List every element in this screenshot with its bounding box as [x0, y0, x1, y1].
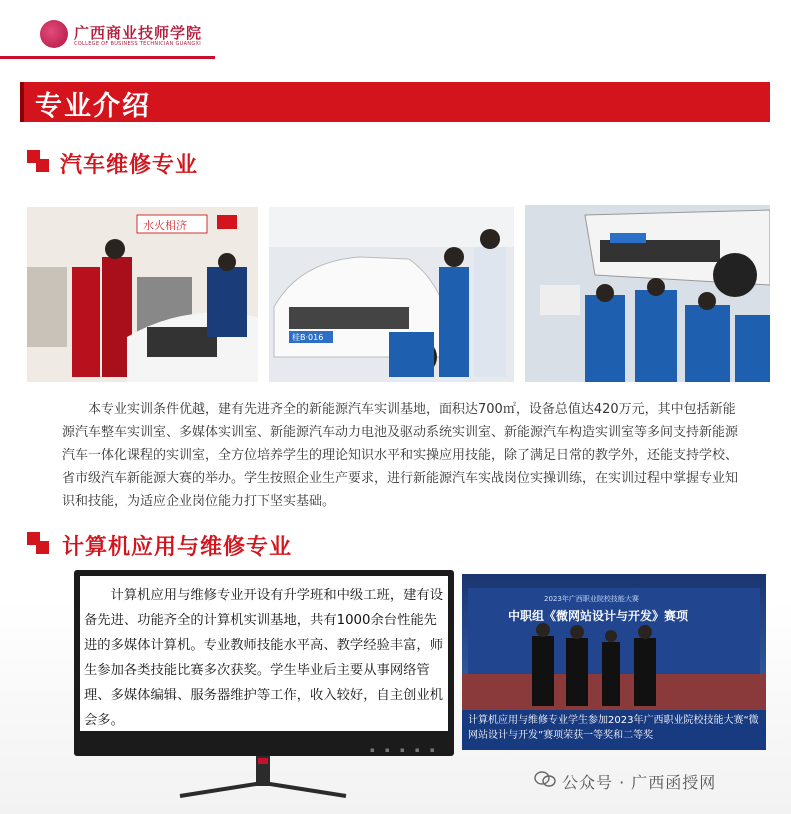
school-name-en: COLLEGE OF BUSINESS TECHNICIAN GUANGXI: [74, 41, 202, 47]
auto-section-title: 汽车维修专业: [60, 153, 199, 178]
classroom-slogan: 水火相济: [143, 219, 187, 232]
auto-repair-classroom-photo: [27, 207, 258, 382]
car-plate-text: 桂B·016: [292, 333, 324, 342]
monitor-stand-base: [176, 780, 350, 798]
section-square-icon: [27, 532, 49, 554]
competition-banner-main: 中职组《微网站设计与开发》赛项: [508, 609, 689, 623]
auto-repair-white-car-photo: [269, 207, 514, 382]
auto-repair-lift-photo: [525, 205, 770, 382]
school-logo-icon: [40, 20, 68, 48]
watermark-text: 公众号 · 广西函授网: [562, 773, 717, 792]
banner-title: 专业介绍: [35, 91, 151, 122]
competition-banner-top: 2023年广西职业院校技能大赛: [544, 595, 639, 603]
auto-section-paragraph: 本专业实训条件优越，建有先进齐全的新能源汽车实训基地，面积达700㎡，设备总值达420万元，其中包括新能源汽车整车实训室、多媒体实训室、新能源汽车动力电池及驱动系统实训室、新能源汽车构造实训室等多间支持新能源汽车一体化课程的实训室，全方位培养学生的理论知识水平和实操应用技能，除了满足日常的教学外，还能支持学校、省市级汽车新能源大赛的举办。学生按照企业生产要求，进行新能源汽车实战岗位实操训练，在实训过程中掌握专业知识和技能，为适应企业岗位能力打下坚实基础。: [62, 402, 739, 509]
section-square-icon: [27, 150, 49, 172]
monitor-text: 计算机应用与维修专业开设有升学班和中级工班，建有设备先进、功能齐全的计算机实训基地，共有1000余台性能先进的多媒体计算机。专业教师技能水平高、教学经验丰富，师生参加各类技能比赛多次获奖。学生毕业后主要从事网络管理、多媒体编辑、服务器维护等工作，收入较好，自主创业机会多。: [84, 588, 444, 728]
wechat-icon: [534, 770, 556, 788]
monitor-stand-accent: [258, 758, 268, 764]
computer-section-title: 计算机应用与维修专业: [62, 535, 293, 560]
header-underline: [0, 56, 215, 59]
school-name: 广西商业技师学院: [74, 24, 203, 42]
competition-caption: 计算机应用与维修专业学生参加2023年广西职业院校技能大赛“微网站设计与开发”赛项荣获一等奖和二等奖: [468, 715, 759, 741]
page-header: [0, 0, 791, 62]
banner-stripe: [20, 82, 24, 122]
monitor-buttons: ▪ ▪ ▪ ▪ ▪: [370, 746, 439, 754]
